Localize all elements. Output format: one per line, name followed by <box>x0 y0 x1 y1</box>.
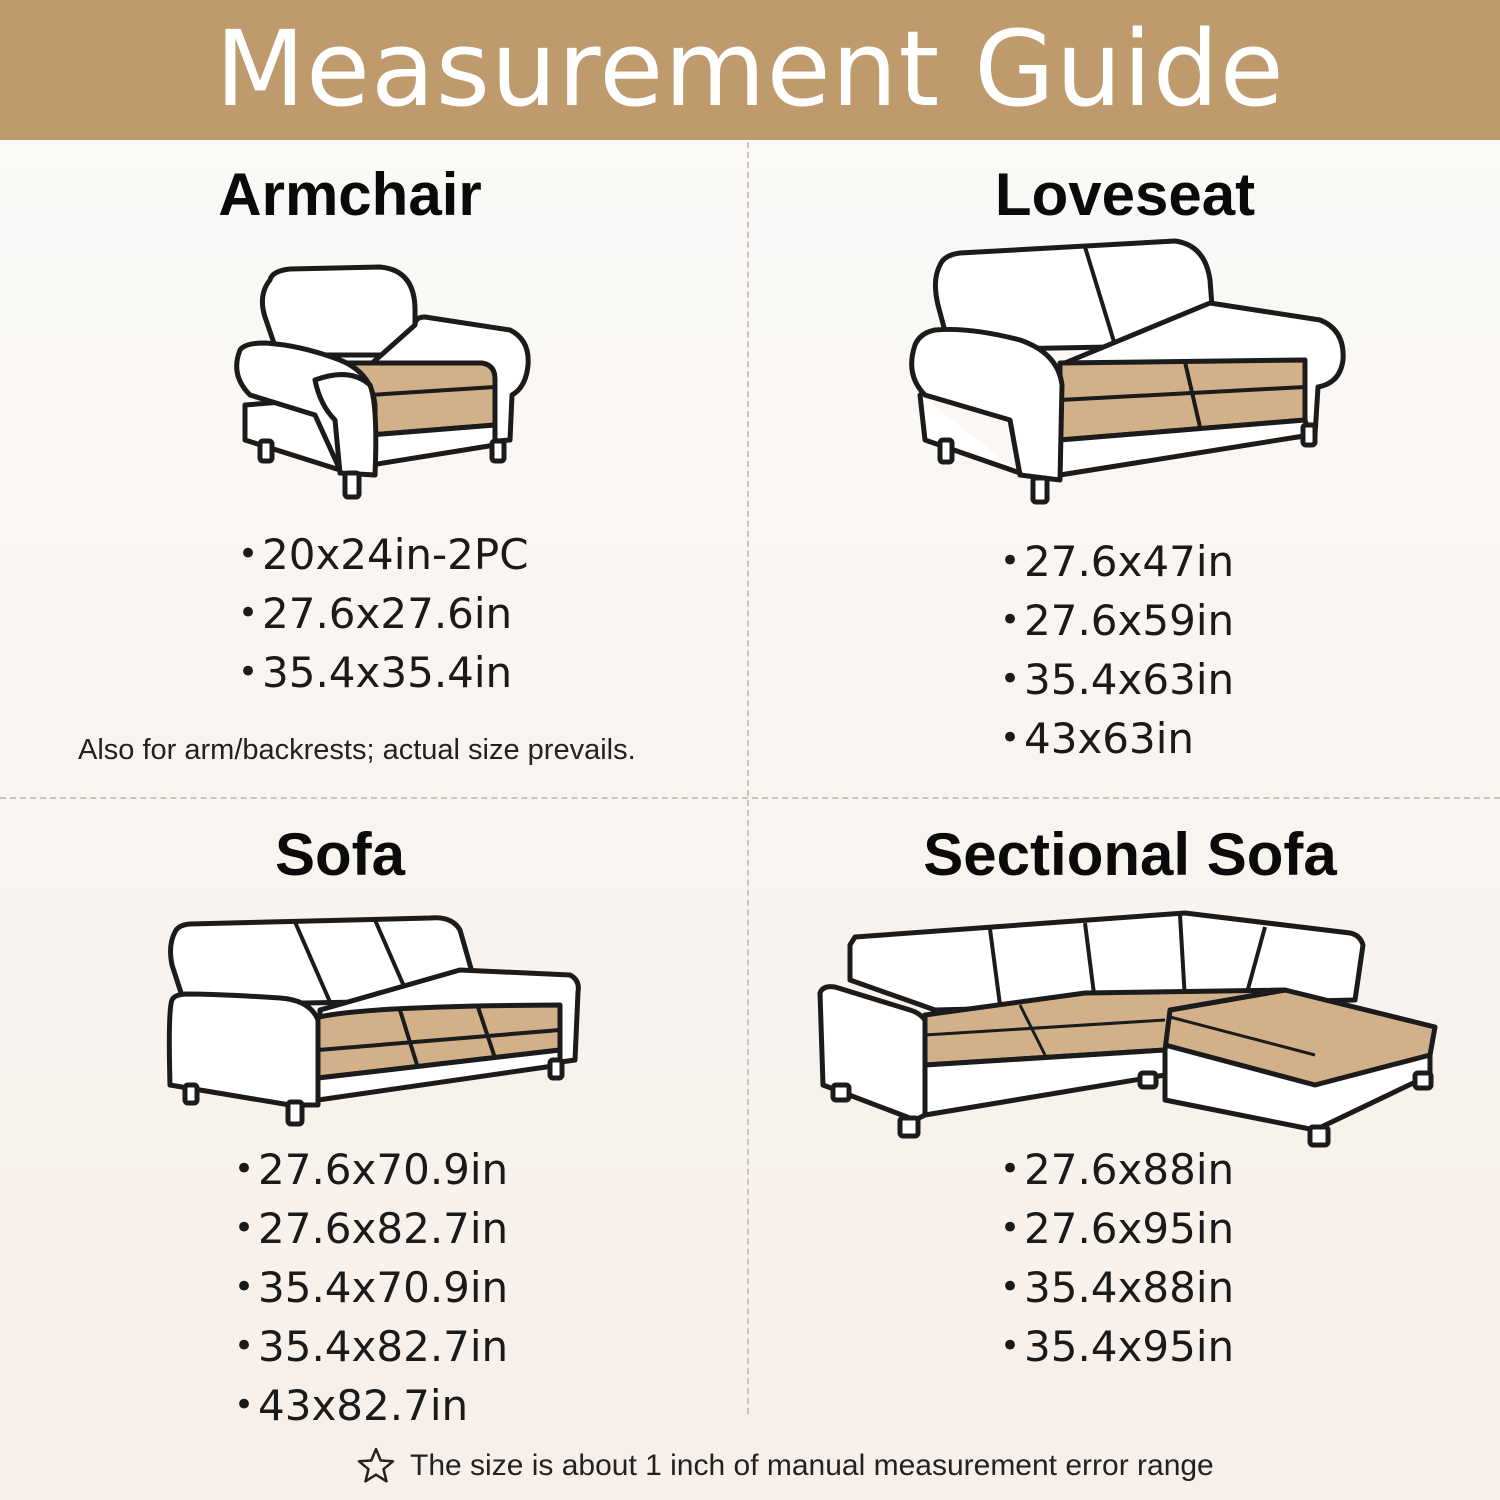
size-list-armchair <box>238 525 529 702</box>
list-item: •43x63in <box>1000 714 1195 763</box>
size-list-loveseat <box>1000 532 1234 768</box>
list-item: •35.4x70.9in <box>234 1263 509 1312</box>
panel-title-sectional-sofa: Sectional Sofa <box>923 821 1337 888</box>
list-item: •35.4x88in <box>1000 1263 1235 1312</box>
list-item: •43x82.7in <box>234 1381 469 1430</box>
panel-title-armchair: Armchair <box>218 161 482 228</box>
list-item: •35.4x63in <box>1000 655 1235 704</box>
footer-note <box>356 1440 1214 1492</box>
title-banner <box>0 0 1500 140</box>
list-item: •35.4x82.7in <box>234 1322 509 1371</box>
list-item: •27.6x59in <box>1000 596 1235 645</box>
list-item: •27.6x47in <box>1000 537 1235 586</box>
list-item: •27.6x27.6in <box>238 589 513 638</box>
panel-title-loveseat: Loveseat <box>994 161 1256 228</box>
list-item: •35.4x95in <box>1000 1322 1235 1371</box>
loveseat-icon <box>900 235 1360 515</box>
size-list-sectional-sofa <box>1000 1140 1234 1376</box>
list-item: •35.4x35.4in <box>238 648 513 697</box>
size-list-sofa <box>234 1140 508 1435</box>
list-item: •27.6x88in <box>1000 1145 1235 1194</box>
footer-text: The size is about 1 inch of manual measurement error range <box>410 1449 1214 1482</box>
list-item: •27.6x82.7in <box>234 1204 509 1253</box>
sectional-sofa-icon <box>815 905 1445 1145</box>
list-item: •20x24in-2PC <box>238 530 529 579</box>
horizontal-divider <box>0 797 1500 799</box>
armchair-note: Also for arm/backrests; actual size prevails. <box>78 734 636 766</box>
star-outline-icon <box>356 1446 396 1486</box>
vertical-divider <box>747 142 749 1414</box>
panel-title-sofa: Sofa <box>274 821 406 888</box>
page-title: Measurement Guide <box>215 8 1285 130</box>
list-item: •27.6x70.9in <box>234 1145 509 1194</box>
sofa-icon <box>160 910 590 1130</box>
armchair-icon <box>220 255 550 505</box>
list-item: •27.6x95in <box>1000 1204 1235 1253</box>
